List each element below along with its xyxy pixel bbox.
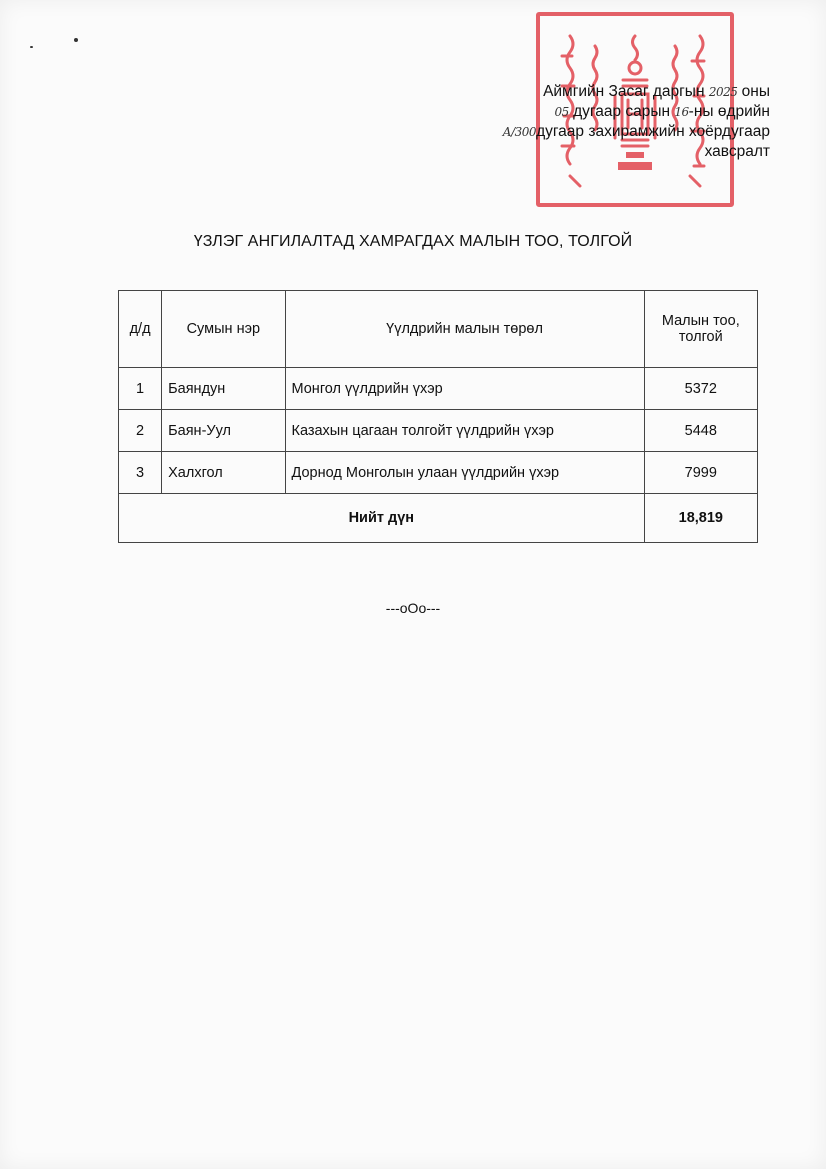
header-line-1 xyxy=(440,82,770,102)
header-line-3 xyxy=(440,122,770,142)
header-no: д/д xyxy=(119,291,162,368)
cell-type: Казахын цагаан толгойт үүлдрийн үхэр xyxy=(285,410,644,452)
livestock-table xyxy=(118,290,758,543)
header-text: оны xyxy=(737,83,770,100)
scan-speck xyxy=(30,46,33,48)
header-line-2 xyxy=(440,102,770,122)
cell-no: 3 xyxy=(119,452,162,494)
cell-count: 5448 xyxy=(644,410,757,452)
header-count: Малын тоо, толгой xyxy=(644,291,757,368)
cell-type: Монгол үүлдрийн үхэр xyxy=(285,368,644,410)
handwritten-day: 16 xyxy=(674,105,689,119)
scan-speck xyxy=(74,38,78,42)
cell-sum: Баян-Уул xyxy=(162,410,285,452)
cell-sum: Баяндун xyxy=(162,368,285,410)
header-text: -ны өдрийн xyxy=(688,103,770,120)
cell-no: 1 xyxy=(119,368,162,410)
header-text: дугаар захирамжийн хоёрдугаар xyxy=(536,123,770,140)
cell-count: 5372 xyxy=(644,368,757,410)
table-total-row xyxy=(119,494,758,543)
table-header-row xyxy=(119,291,758,368)
document-title: ҮЗЛЭГ АНГИЛАЛТАД ХАМРАГДАХ МАЛЫН ТОО, ТОЛГОЙ xyxy=(193,233,633,250)
header-text: дугаар сарын xyxy=(568,103,675,120)
header-line-4: хавсралт xyxy=(704,143,770,160)
total-value: 18,819 xyxy=(644,494,757,543)
table-row xyxy=(119,410,758,452)
total-label: Нийт дүн xyxy=(119,494,645,543)
table-row xyxy=(119,368,758,410)
handwritten-order-number: А/300 xyxy=(502,125,537,139)
cell-sum: Халхгол xyxy=(162,452,285,494)
handwritten-month: 05 xyxy=(554,105,569,119)
table-row xyxy=(119,452,758,494)
cell-count: 7999 xyxy=(644,452,757,494)
cell-type: Дорнод Монголын улаан үүлдрийн үхэр xyxy=(285,452,644,494)
header-sum: Сумын нэр xyxy=(162,291,285,368)
handwritten-year: 2025 xyxy=(708,85,738,99)
header-text: Аймгийн Засаг даргын xyxy=(543,83,709,100)
document-header xyxy=(440,82,770,162)
header-type: Үүлдрийн малын төрөл xyxy=(285,291,644,368)
cell-no: 2 xyxy=(119,410,162,452)
end-mark: ---oOo--- xyxy=(385,600,441,616)
